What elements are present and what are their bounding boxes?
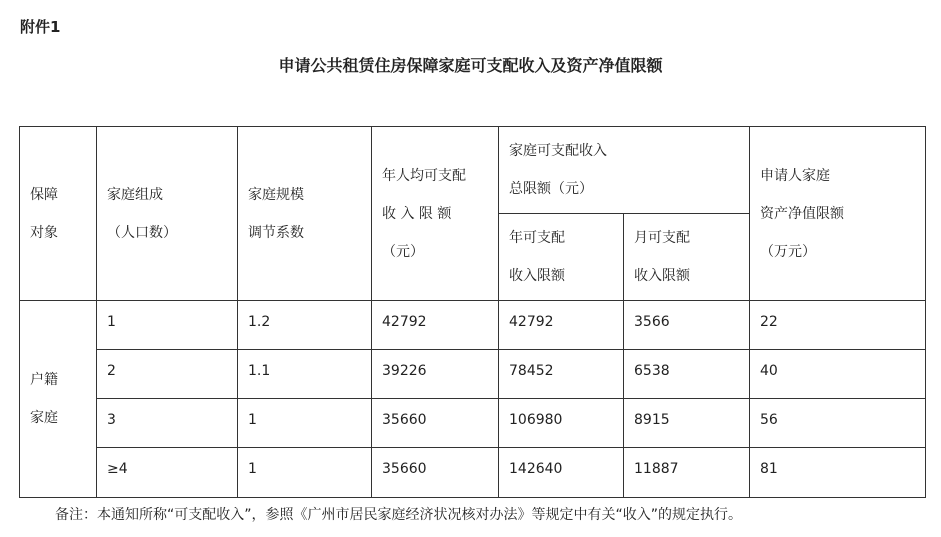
cell-per-capita-limit: 35660 bbox=[372, 399, 499, 448]
header-target: 保障 对象 bbox=[20, 127, 97, 301]
cell-annual-limit: 106980 bbox=[499, 399, 624, 448]
cell-annual-limit: 42792 bbox=[499, 301, 624, 350]
attachment-label: 附件1 bbox=[20, 18, 61, 36]
table-row bbox=[20, 399, 926, 448]
cell-scale-coefficient: 1.2 bbox=[238, 301, 372, 350]
cell-family-size: 3 bbox=[97, 399, 238, 448]
header-total-income-limit: 家庭可支配收入 总限额（元） bbox=[499, 127, 750, 214]
cell-annual-limit: 78452 bbox=[499, 350, 624, 399]
cell-monthly-limit: 11887 bbox=[624, 448, 750, 498]
document-title: 申请公共租赁住房保障家庭可支配收入及资产净值限额 bbox=[278, 56, 663, 75]
header-monthly-limit: 月可支配 收入限额 bbox=[624, 214, 750, 301]
cell-family-size: 1 bbox=[97, 301, 238, 350]
row-group-label: 户籍 家庭 bbox=[20, 301, 97, 498]
cell-family-size: ≥4 bbox=[97, 448, 238, 498]
header-per-capita-limit: 年人均可支配 收 入 限 额 （元） bbox=[372, 127, 499, 301]
cell-asset-limit: 22 bbox=[750, 301, 926, 350]
limits-table bbox=[19, 126, 926, 498]
cell-per-capita-limit: 42792 bbox=[372, 301, 499, 350]
cell-asset-limit: 40 bbox=[750, 350, 926, 399]
cell-asset-limit: 56 bbox=[750, 399, 926, 448]
cell-per-capita-limit: 35660 bbox=[372, 448, 499, 498]
cell-monthly-limit: 8915 bbox=[624, 399, 750, 448]
cell-scale-coefficient: 1 bbox=[238, 399, 372, 448]
table-row bbox=[20, 448, 926, 498]
table-row bbox=[20, 301, 926, 350]
cell-asset-limit: 81 bbox=[750, 448, 926, 498]
footnote: 备注：本通知所称“可支配收入”，参照《广州市居民家庭经济状况核对办法》等规定中有关“收入”的规定执行。 bbox=[55, 507, 743, 523]
cell-per-capita-limit: 39226 bbox=[372, 350, 499, 399]
header-asset-limit: 申请人家庭 资产净值限额 （万元） bbox=[750, 127, 926, 301]
cell-monthly-limit: 3566 bbox=[624, 301, 750, 350]
cell-family-size: 2 bbox=[97, 350, 238, 399]
cell-scale-coefficient: 1 bbox=[238, 448, 372, 498]
cell-annual-limit: 142640 bbox=[499, 448, 624, 498]
table-row bbox=[20, 350, 926, 399]
cell-monthly-limit: 6538 bbox=[624, 350, 750, 399]
cell-scale-coefficient: 1.1 bbox=[238, 350, 372, 399]
header-scale-coefficient: 家庭规模 调节系数 bbox=[238, 127, 372, 301]
header-family-size: 家庭组成 （人口数） bbox=[97, 127, 238, 301]
header-annual-limit: 年可支配 收入限额 bbox=[499, 214, 624, 301]
